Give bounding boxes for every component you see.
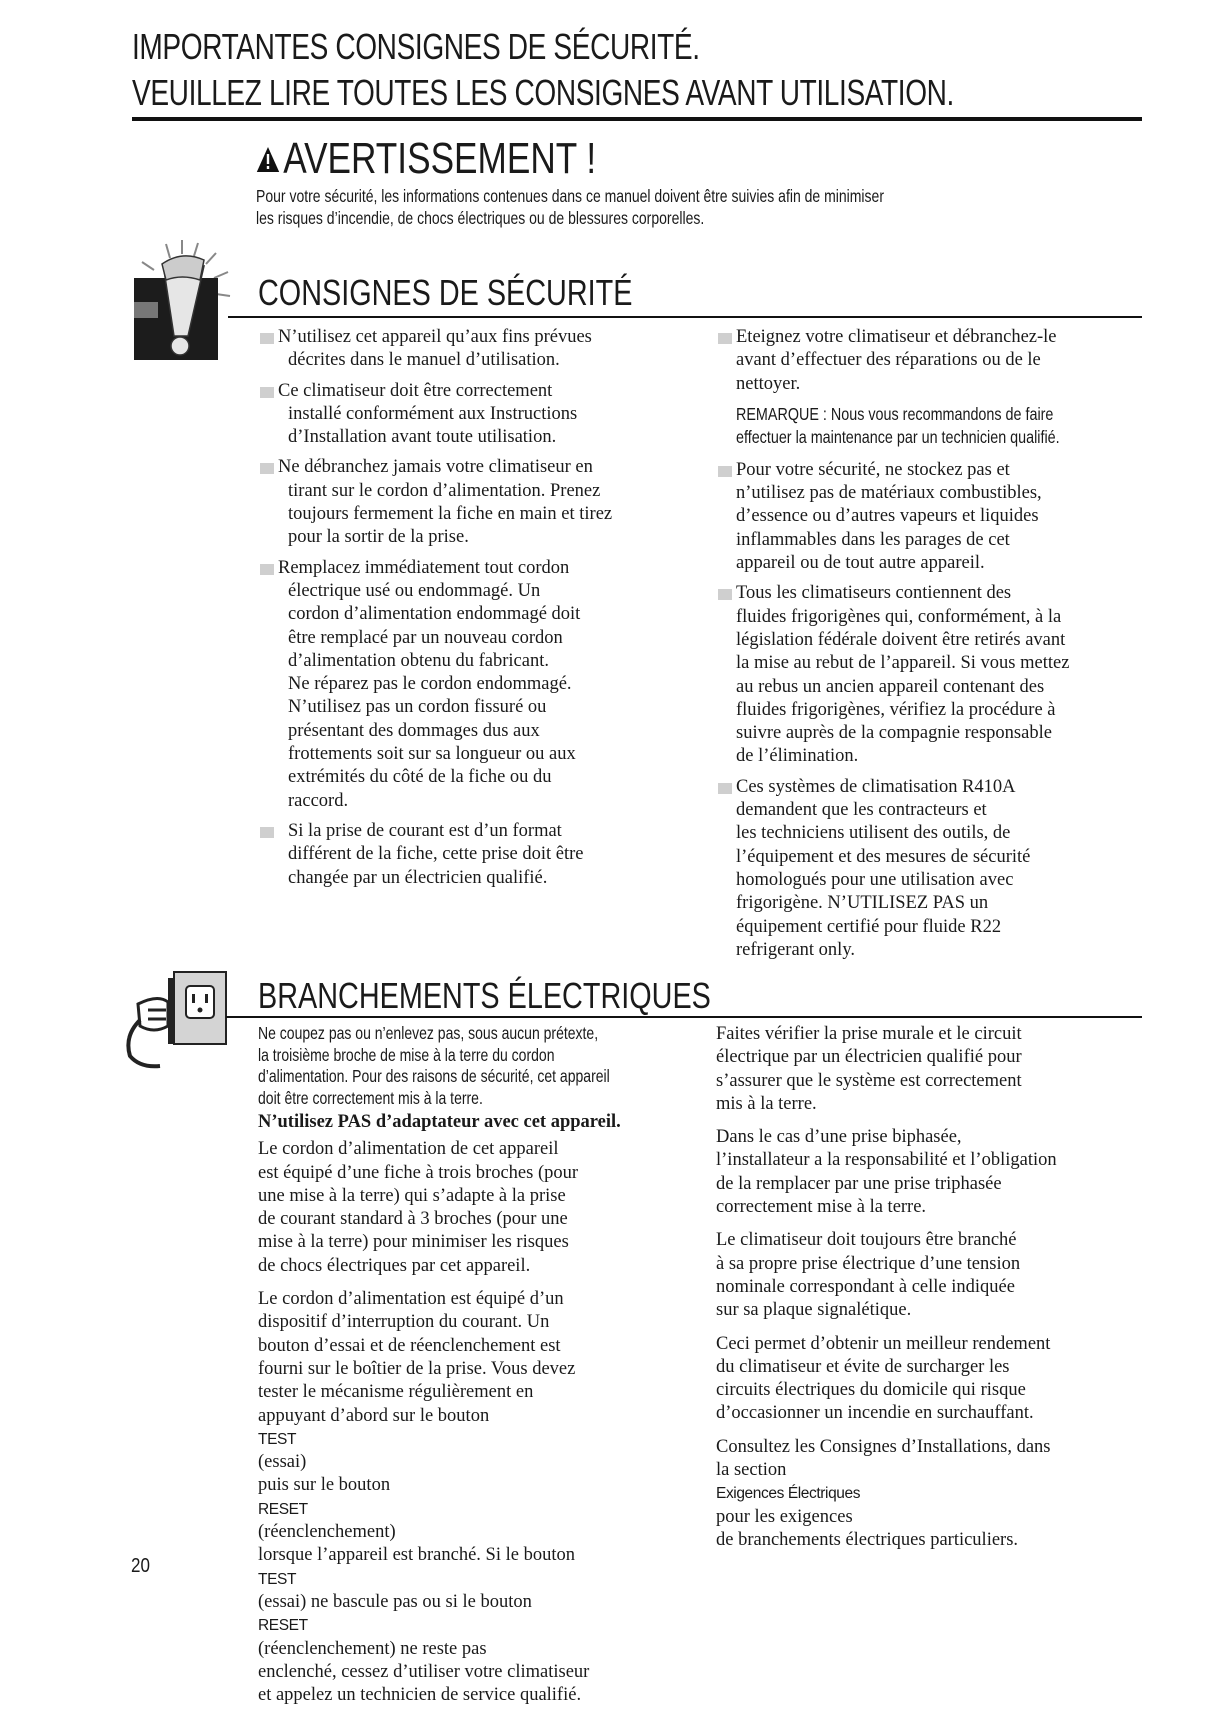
item-text: demandent que les contracteurs et — [736, 800, 987, 821]
item-text: décrites dans le manuel d’utilisation. — [288, 350, 560, 371]
text-run: (essai) ne bascule pas ou si le bouton — [258, 1591, 532, 1612]
para-line: une mise à la terre) qui s’adapte à la prise — [258, 1185, 566, 1206]
para-line: et appelez un technicien de service qualifié. — [258, 1685, 582, 1706]
test-label: TEST — [258, 1430, 297, 1448]
para-line: lorsque l’appareil est branché. Si le bouton — [258, 1545, 575, 1566]
warning-title-text: AVERTISSEMENT ! — [283, 134, 597, 183]
item-text: n’utilisez pas de matériaux combustibles, — [736, 483, 1042, 504]
para-line: de courant standard à 3 broches (pour une — [258, 1209, 568, 1230]
section-ref: Exigences Électriques — [716, 1485, 861, 1503]
item-text: Eteignez votre climatiseur et débranchez-le — [736, 327, 1057, 347]
performance-paragraph — [716, 1333, 1146, 1426]
note-line: REMARQUE : Nous vous recommandons de faire — [736, 403, 1054, 424]
item-text: raccord. — [288, 790, 349, 811]
two-prong-paragraph — [716, 1126, 1146, 1219]
bullet-square-icon — [260, 564, 274, 575]
note-line: effectuer la maintenance par un technicien qualifié. — [736, 426, 1060, 447]
item-text: installé conformément aux Instructions — [288, 403, 578, 424]
exclamation-hand-icon — [132, 240, 232, 365]
consult-paragraph — [716, 1436, 1146, 1552]
bullet-square-icon — [260, 463, 274, 474]
plug-outlet-icon — [118, 964, 228, 1079]
item-text: Tous les climatiseurs contiennent des — [736, 583, 1012, 604]
para-line: fourni sur le boîtier de la prise. Vous devez — [258, 1358, 576, 1379]
reset-label: RESET — [258, 1617, 308, 1635]
maintenance-note — [736, 403, 1072, 449]
item-text: changée par un électricien qualifié. — [288, 867, 548, 888]
item-text: Si la prise de courant est d’un format — [288, 820, 562, 841]
text-run: appuyant d’abord sur le bouton — [258, 1405, 490, 1426]
intro-line: doit être correctement mis à la terre. — [258, 1087, 483, 1108]
text-run: (essai) — [258, 1452, 307, 1473]
item-text: l’équipement et des mesures de sécurité — [736, 846, 1031, 867]
item-text: cordon d’alimentation endommagé doit — [288, 604, 581, 625]
list-item — [258, 380, 678, 450]
para-line — [258, 1614, 688, 1661]
item-text: être remplacé par un nouveau cordon — [288, 627, 563, 648]
item-text: différent de la fiche, cette prise doit être — [288, 844, 584, 865]
item-text: pour la sortir de la prise. — [288, 527, 469, 548]
item-text: refrigerant only. — [736, 939, 855, 960]
list-item — [716, 459, 1146, 575]
item-text: Ces systèmes de climatisation R410A — [736, 776, 1016, 797]
item-text: d’essence ou d’autres vapeurs et liquides — [736, 506, 1039, 527]
intro-line: Ne coupez pas ou n’enlevez pas, sous aucun prétexte, — [258, 1023, 599, 1043]
text-run: puis sur le bouton — [258, 1475, 391, 1496]
para-line: mis à la terre. — [716, 1093, 817, 1114]
item-text: extrémités du côté de la fiche ou du — [288, 767, 552, 788]
item-text: avant d’effectuer des réparations ou de le — [736, 350, 1041, 371]
bullet-square-icon — [718, 589, 732, 600]
item-text: homologués pour une utilisation avec — [736, 869, 1014, 890]
item-text: N’utilisez pas un cordon fissuré ou — [288, 697, 547, 718]
warning-text-line-2: les risques d’incendie, de chocs électriques ou de blessures corporelles. — [256, 208, 705, 228]
text-run: (réenclenchement) — [258, 1522, 396, 1543]
bullet-square-icon — [718, 783, 732, 794]
item-text: fluides frigorigènes qui, conformément, à la — [736, 606, 1062, 627]
para-line: dispositif d’interruption du courant. Un — [258, 1312, 550, 1333]
reset-label: RESET — [258, 1500, 308, 1518]
dedicated-outlet-paragraph — [716, 1229, 1146, 1322]
para-line: nominale correspondant à celle indiquée — [716, 1276, 1015, 1297]
safety-left-column — [258, 326, 678, 897]
para-line: du climatiseur et évite de surcharger les — [716, 1356, 1010, 1377]
bullet-square-icon — [718, 333, 732, 344]
item-text: de l’élimination. — [736, 746, 859, 767]
cord-paragraph — [258, 1138, 688, 1278]
item-text: suivre auprès de la compagnie responsable — [736, 723, 1052, 744]
para-line: est équipé d’une fiche à trois broches (pour — [258, 1162, 579, 1183]
page-number: 20 — [131, 1555, 150, 1577]
para-line: mise à la terre) pour minimiser les risques — [258, 1232, 569, 1253]
item-text: Pour votre sécurité, ne stockez pas et — [736, 459, 1010, 480]
item-text: Ne réparez pas le cordon endommagé. — [288, 674, 572, 695]
item-text: la mise au rebut de l’appareil. Si vous mettez — [736, 653, 1070, 674]
item-text: Ce climatiseur doit être correctement — [278, 380, 553, 401]
text-run: (réenclenchement) ne reste pas — [258, 1638, 487, 1659]
item-text: Ne débranchez jamais votre climatiseur en — [278, 457, 593, 478]
para-line: s’assurer que le système est correctement — [716, 1070, 1022, 1091]
list-item — [258, 456, 678, 549]
electrical-section-title: BRANCHEMENTS ÉLECTRIQUES — [258, 975, 711, 1016]
warning-triangle-icon — [256, 145, 280, 173]
text-run: la section — [716, 1460, 787, 1481]
para-line: circuits électriques du domicile qui risque — [716, 1380, 1026, 1401]
para-line: de chocs électriques par cet appareil. — [258, 1255, 531, 1276]
item-text: tirant sur le cordon d’alimentation. Prenez — [288, 480, 601, 501]
item-text: les techniciens utilisent des outils, de — [736, 823, 1011, 844]
list-item — [258, 326, 678, 373]
para-line: bouton d’essai et de réenclenchement est — [258, 1335, 561, 1356]
bullet-square-icon — [260, 333, 274, 344]
item-text: d’alimentation obtenu du fabricant. — [288, 650, 549, 671]
item-text: N’utilisez cet appareil qu’aux fins prévues — [278, 327, 592, 347]
para-line — [258, 1474, 688, 1544]
item-text: nettoyer. — [736, 373, 801, 394]
interrupter-paragraph — [258, 1288, 688, 1707]
list-item — [716, 582, 1146, 768]
para-line: à sa propre prise électrique d’une tension — [716, 1253, 1021, 1274]
item-text: appareil ou de tout autre appareil. — [736, 553, 985, 574]
item-text: équipement certifié pour fluide R22 — [736, 916, 1002, 937]
para-line: électrique par un électricien qualifié pour — [716, 1047, 1022, 1068]
test-label: TEST — [258, 1570, 297, 1588]
para-line: d’occasionner un incendie en surchauffant. — [716, 1403, 1034, 1424]
item-text: Remplacez immédiatement tout cordon — [278, 557, 570, 578]
item-text: au rebus un ancien appareil contenant des — [736, 676, 1045, 697]
para-line — [258, 1568, 688, 1615]
para-line: Dans le cas d’une prise biphasée, — [716, 1127, 962, 1148]
check-outlet-paragraph — [716, 1023, 1146, 1116]
para-line: de la remplacer par une prise triphasée — [716, 1173, 1002, 1194]
list-item — [716, 326, 1146, 396]
bullet-square-icon — [718, 466, 732, 477]
para-line: Le cordon d’alimentation est équipé d’un — [258, 1289, 564, 1310]
para-line: tester le mécanisme régulièrement en — [258, 1382, 534, 1403]
header-line-1: IMPORTANTES CONSIGNES DE SÉCURITÉ. — [132, 26, 700, 67]
item-text: d’Installation avant toute utilisation. — [288, 427, 557, 448]
item-text: électrique usé ou endommagé. Un — [288, 580, 541, 601]
item-text: toujours fermement la fiche en main et tirez — [288, 504, 613, 525]
item-text: frottements soit sur sa longueur ou aux — [288, 744, 576, 765]
list-item — [258, 557, 678, 813]
electrical-section-rule — [226, 1016, 1142, 1018]
list-item — [258, 820, 678, 890]
item-text: présentant des dommages dus aux — [288, 720, 540, 741]
intro-line: d’alimentation. Pour des raisons de sécurité, cet appareil — [258, 1066, 610, 1086]
para-line: sur sa plaque signalétique. — [716, 1300, 912, 1321]
warning-title — [256, 134, 596, 184]
item-text: frigorigène. N’UTILISEZ PAS un — [736, 893, 989, 914]
electrical-left-column — [258, 1023, 688, 1717]
warning-text-line-1: Pour votre sécurité, les informations contenues dans ce manuel doivent être suivies afin de minimiser — [256, 186, 884, 206]
adapter-warning: N’utilisez PAS d’adaptateur avec cet appareil. — [258, 1112, 621, 1132]
item-text: fluides frigorigènes, vérifiez la procédure à — [736, 699, 1056, 720]
para-line: Le cordon d’alimentation de cet appareil — [258, 1139, 559, 1160]
item-text: législation fédérale doivent être retirés avant — [736, 629, 1066, 650]
safety-right-column — [716, 326, 1146, 969]
electrical-right-column — [716, 1023, 1146, 1562]
para-line: l’installateur a la responsabilité et l’obligation — [716, 1150, 1057, 1171]
grounding-intro — [258, 1023, 610, 1109]
text-run: pour les exigences — [716, 1506, 853, 1527]
para-line: enclenché, cessez d’utiliser votre climatiseur — [258, 1661, 590, 1682]
list-item — [716, 776, 1146, 962]
para-line: Consultez les Consignes d’Installations, dans — [716, 1436, 1051, 1457]
para-line: Ceci permet d’obtenir un meilleur rendement — [716, 1333, 1051, 1354]
safety-section-rule — [228, 316, 1142, 318]
intro-line: la troisième broche de mise à la terre du cordon — [258, 1044, 555, 1065]
para-line: correctement mise à la terre. — [716, 1197, 927, 1218]
bullet-square-icon — [260, 827, 274, 838]
para-line — [258, 1405, 688, 1475]
para-line: Faites vérifier la prise murale et le circuit — [716, 1024, 1022, 1044]
header-line-2: VEUILLEZ LIRE TOUTES LES CONSIGNES AVANT UTILISATION. — [132, 72, 954, 113]
para-line: Le climatiseur doit toujours être branché — [716, 1230, 1017, 1251]
item-text: inflammables dans les parages de cet — [736, 529, 1010, 550]
header-rule — [132, 117, 1142, 121]
bullet-square-icon — [260, 387, 274, 398]
para-line — [716, 1459, 1146, 1529]
para-line: de branchements électriques particuliers. — [716, 1529, 1019, 1550]
safety-section-title: CONSIGNES DE SÉCURITÉ — [258, 272, 633, 313]
